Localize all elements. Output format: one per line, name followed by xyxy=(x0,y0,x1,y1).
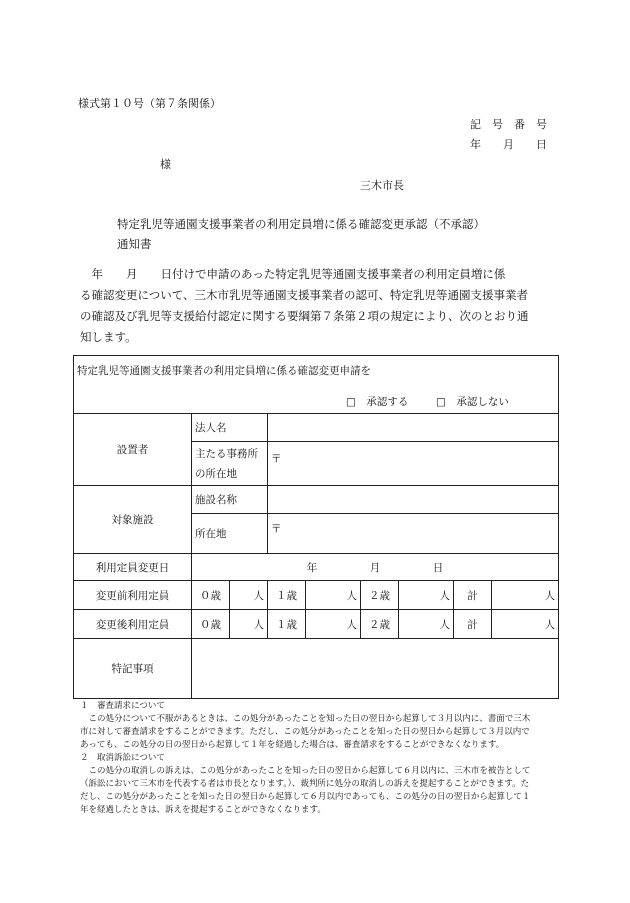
age2-label: ２歳 xyxy=(361,581,399,610)
before-capacity-label: 変更前利用定員 xyxy=(74,581,192,610)
location-label: 所在地 xyxy=(192,514,268,554)
approve-checkbox[interactable]: □ 承認する xyxy=(346,396,409,408)
issue-date: 年 月 日 xyxy=(470,138,547,151)
addressee-suffix: 様 xyxy=(160,158,171,171)
postal-mark: 〒 xyxy=(271,523,282,535)
age1-unit[interactable]: 人 xyxy=(306,610,361,639)
facility-name-field[interactable] xyxy=(268,486,559,514)
age0-unit[interactable]: 人 xyxy=(230,610,268,639)
note2-line: この処分の取消しの訴えは、この処分があったことを知った日の翌日から起算して６月以内に、三木市を被告として xyxy=(80,766,531,776)
after-capacity-label: 変更後利用定員 xyxy=(74,610,192,639)
note2-line: 年を経過したときは、訴えを提起することができなくなります。 xyxy=(80,805,326,815)
body-line: 知します。 xyxy=(80,330,137,344)
total-unit[interactable]: 人 xyxy=(492,581,559,610)
note1-line: あっても、この処分の日の翌日から起算して１年を経過した場合は、審査請求をすることができなくなります。 xyxy=(80,740,505,750)
age2-unit[interactable]: 人 xyxy=(399,581,454,610)
remarks-label: 特記事項 xyxy=(74,639,192,699)
body-line: る確認変更について、三木市乳児等通園支援事業者の認可、特定乳児等通園支援事業者 xyxy=(80,288,529,302)
facility-name-label: 施設名称 xyxy=(192,486,268,514)
document-title-line1: 特定乳児等通園支援事業者の利用定員増に係る確認変更承認（不承認） xyxy=(117,217,485,231)
corp-name-label: 法人名 xyxy=(192,414,268,442)
total-label: 計 xyxy=(454,581,492,610)
change-date-field[interactable]: 年 月 日 xyxy=(192,554,559,581)
office-address-label xyxy=(192,442,268,486)
age1-label: １歳 xyxy=(268,581,306,610)
total-label: 計 xyxy=(454,610,492,639)
change-date-label: 利用定員変更日 xyxy=(74,554,192,581)
founder-label: 設置者 xyxy=(74,414,192,486)
application-cell xyxy=(74,356,559,414)
office-label-line2: の所在地 xyxy=(195,467,237,480)
reject-checkbox[interactable]: □ 承認しない xyxy=(436,396,509,408)
age0-label: ０歳 xyxy=(192,610,230,639)
note2-line: だし、この処分があったことを知った日の翌日から起算して６月以内であっても、この処分の日の翌日から起算して１ xyxy=(80,792,531,802)
form-number: 様式第１０号（第７条関係） xyxy=(78,97,221,110)
age0-label: ０歳 xyxy=(192,581,230,610)
age0-unit[interactable]: 人 xyxy=(230,581,268,610)
facility-label: 対象施設 xyxy=(74,486,192,554)
note2-title: ２ 取消訴訟について xyxy=(80,753,165,763)
body-line: の確認及び乳児等支援給付認定に関する要綱第７条第２項の規定により、次のとおり通 xyxy=(80,309,529,323)
total-unit[interactable]: 人 xyxy=(492,610,559,639)
location-field[interactable] xyxy=(268,514,559,554)
notice-form-table xyxy=(73,355,559,699)
postal-mark: 〒 xyxy=(271,453,282,465)
body-line: 年 月 日付けで申請のあった特定乳児等通園支援事業者の利用定員増に係 xyxy=(80,267,506,281)
age1-unit[interactable]: 人 xyxy=(306,581,361,610)
office-label-line1: 主たる事務所 xyxy=(195,447,258,460)
issuer-name: 三木市長 xyxy=(360,179,404,192)
age1-label: １歳 xyxy=(268,610,306,639)
age2-unit[interactable]: 人 xyxy=(399,610,454,639)
note1-line: この処分について不服があるときは、この処分があったことを知った日の翌日から起算して３月以内に、書面で三木 xyxy=(80,714,531,724)
remarks-field[interactable] xyxy=(192,639,559,699)
document-title-line2: 通知書 xyxy=(117,237,152,251)
reference-number: 記 号 番 号 xyxy=(470,118,547,131)
corp-name-field[interactable] xyxy=(268,414,559,442)
note2-line: （訴訟において三木市を代表する者は市長となります。）、裁判所に処分の取消しの訴えを提起することができます。た xyxy=(80,779,530,789)
application-text: 特定乳児等通園支援事業者の利用定員増に係る確認変更申請を xyxy=(77,365,371,377)
note1-line: 市に対して審査請求をすることができます。ただし、この処分があったことを知った日の翌日から起算して３月以内で xyxy=(80,727,530,737)
office-address-field[interactable] xyxy=(268,442,559,486)
note1-title: １ 審査請求について xyxy=(80,701,165,711)
age2-label: ２歳 xyxy=(361,610,399,639)
